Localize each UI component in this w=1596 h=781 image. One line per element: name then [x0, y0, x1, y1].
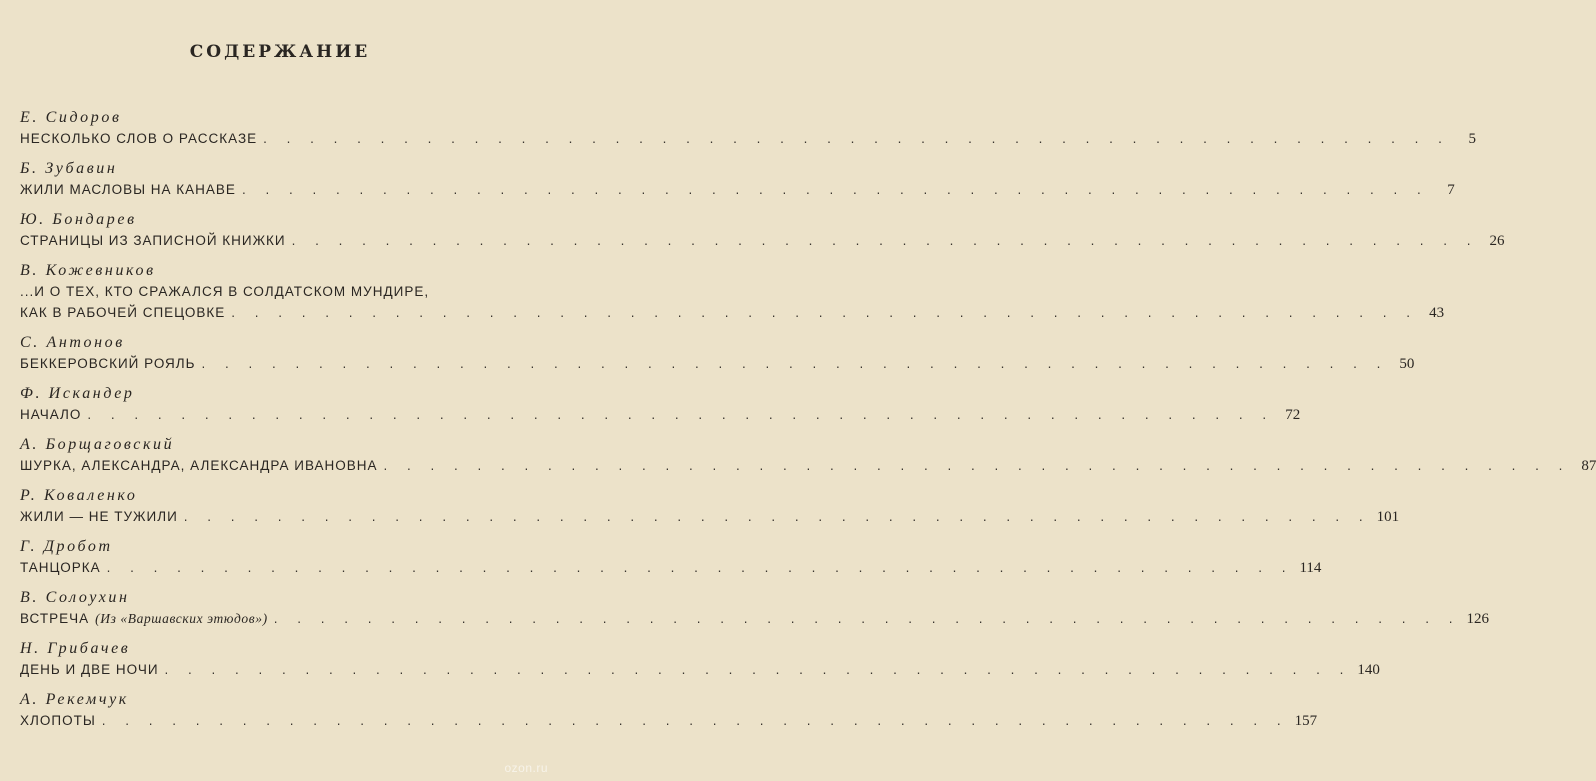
- toc-title-line: [20, 179, 1455, 201]
- toc-title-line: [20, 608, 1490, 630]
- toc-title: ВСТРЕЧА: [20, 611, 90, 626]
- toc-entry: [20, 435, 1596, 477]
- toc-entry: [20, 537, 1322, 579]
- toc-title: ...И О ТЕХ, КТО СРАЖАЛСЯ В СОЛДАТСКОМ МУНДИРЕ,: [20, 284, 430, 299]
- toc-entry: [20, 384, 1301, 426]
- toc-page-number: 50: [1399, 356, 1415, 372]
- toc-page-number: 101: [1376, 509, 1400, 525]
- toc-author: С. Антонов: [20, 334, 125, 351]
- toc-title: БЕККЕРОВСКИЙ РОЯЛЬ: [20, 356, 196, 371]
- page-title: СОДЕРЖАНИЕ: [189, 42, 371, 62]
- toc-author: Ю. Бондарев: [20, 211, 137, 228]
- toc-title-line: [20, 710, 1318, 732]
- toc-page-number: 157: [1294, 713, 1318, 729]
- dot-leader: . . . . . . . . . . . . . . . . . . . . . . . . . . . . . . . . . . . . . . . . . . . . . . . . . . .: [241, 182, 1429, 197]
- toc-title: НЕСКОЛЬКО СЛОВ О РАССКАЗЕ: [20, 131, 258, 146]
- toc-entry: [20, 333, 1415, 375]
- toc-title-line: [20, 281, 550, 302]
- toc-title: КАК В РАБОЧЕЙ СПЕЦОВКЕ: [20, 305, 226, 320]
- toc-author: Г. Дробот: [20, 538, 113, 555]
- toc-page-number: 43: [1429, 305, 1445, 321]
- toc-author: Б. Зубавин: [20, 160, 118, 177]
- dot-leader: . . . . . . . . . . . . . . . . . . . . . . . . . . . . . . . . . . . . . . . . . . . . . . . . . . .: [201, 356, 1389, 371]
- toc-entry: [20, 690, 1318, 732]
- dot-leader: . . . . . . . . . . . . . . . . . . . . . . . . . . . . . . . . . . . . . . . . . . . . . . . . . . .: [291, 233, 1479, 248]
- dot-leader: . . . . . . . . . . . . . . . . . . . . . . . . . . . . . . . . . . . . . . . . . . . . . . . . . . .: [231, 305, 1419, 320]
- dot-leader: . . . . . . . . . . . . . . . . . . . . . . . . . . . . . . . . . . . . . . . . . . . . . . . . . . .: [273, 611, 1461, 626]
- toc-page-number: 7: [1447, 182, 1455, 198]
- toc-author: В. Солоухин: [20, 589, 130, 606]
- toc-entry: [20, 108, 1476, 150]
- dot-leader: . . . . . . . . . . . . . . . . . . . . . . . . . . . . . . . . . . . . . . . . . . . . . . . . . . .: [87, 407, 1275, 422]
- toc-entry: [20, 159, 1455, 201]
- toc-page-number: 140: [1357, 662, 1380, 678]
- toc-subtitle: (Из «Варшавских этюдов»): [95, 611, 268, 626]
- dot-leader: . . . . . . . . . . . . . . . . . . . . . . . . . . . . . . . . . . . . . . . . . . . . . . . . . . .: [183, 509, 1371, 524]
- dot-leader: . . . . . . . . . . . . . . . . . . . . . . . . . . . . . . . . . . . . . . . . . . . . . . . . . . .: [106, 560, 1294, 575]
- toc-title-line: [20, 353, 1415, 375]
- toc-author: А. Рекемчук: [20, 691, 129, 708]
- toc-entry: [20, 588, 1490, 630]
- watermark: ozon.ru: [504, 761, 548, 775]
- toc-author: Ф. Искандер: [20, 385, 135, 402]
- toc-title: ШУРКА, АЛЕКСАНДРА, АЛЕКСАНДРА ИВАНОВНА: [20, 458, 378, 473]
- toc-title-line: [20, 230, 1505, 252]
- dot-leader: . . . . . . . . . . . . . . . . . . . . . . . . . . . . . . . . . . . . . . . . . . . . . . . . . . .: [383, 458, 1571, 473]
- toc-page-number: 126: [1466, 611, 1490, 627]
- toc-title-line: [20, 557, 1322, 579]
- toc-title-line: [20, 404, 1301, 426]
- toc-page-number: 114: [1299, 560, 1322, 576]
- dot-leader: . . . . . . . . . . . . . . . . . . . . . . . . . . . . . . . . . . . . . . . . . . . . . . . . . . .: [164, 662, 1352, 677]
- toc-author: Н. Грибачев: [20, 640, 131, 657]
- toc-entry: [20, 210, 1505, 252]
- toc-title-line: [20, 455, 1596, 477]
- toc-author: Е. Сидоров: [20, 109, 122, 126]
- toc-title: ДЕНЬ И ДВЕ НОЧИ: [20, 662, 159, 677]
- toc-entry: [20, 639, 1380, 681]
- toc-page-number: 5: [1468, 131, 1476, 147]
- toc-title-line: [20, 302, 1445, 324]
- toc-title: НАЧАЛО: [20, 407, 82, 422]
- table-of-contents: [20, 108, 1596, 741]
- toc-title: ХЛОПОТЫ: [20, 713, 96, 728]
- toc-author: А. Борщаговский: [20, 436, 175, 453]
- toc-title: СТРАНИЦЫ ИЗ ЗАПИСНОЙ КНИЖКИ: [20, 233, 286, 248]
- toc-title: ЖИЛИ — НЕ ТУЖИЛИ: [20, 509, 178, 524]
- toc-entry: [20, 261, 1445, 324]
- toc-entry: [20, 486, 1400, 528]
- toc-author: Р. Коваленко: [20, 487, 138, 504]
- dot-leader: . . . . . . . . . . . . . . . . . . . . . . . . . . . . . . . . . . . . . . . . . . . . . . . . . . .: [101, 713, 1289, 728]
- dot-leader: . . . . . . . . . . . . . . . . . . . . . . . . . . . . . . . . . . . . . . . . . . . . . . . . . . .: [263, 131, 1450, 146]
- toc-page-number: 26: [1489, 233, 1505, 249]
- toc-title-line: [20, 128, 1476, 150]
- toc-title: ТАНЦОРКА: [20, 560, 101, 575]
- toc-page-number: 72: [1285, 407, 1301, 423]
- toc-title-line: [20, 506, 1400, 528]
- toc-author: В. Кожевников: [20, 262, 156, 279]
- toc-page-number: 87: [1581, 458, 1596, 474]
- toc-title: ЖИЛИ МАСЛОВЫ НА КАНАВЕ: [20, 182, 236, 197]
- toc-title-line: [20, 659, 1380, 681]
